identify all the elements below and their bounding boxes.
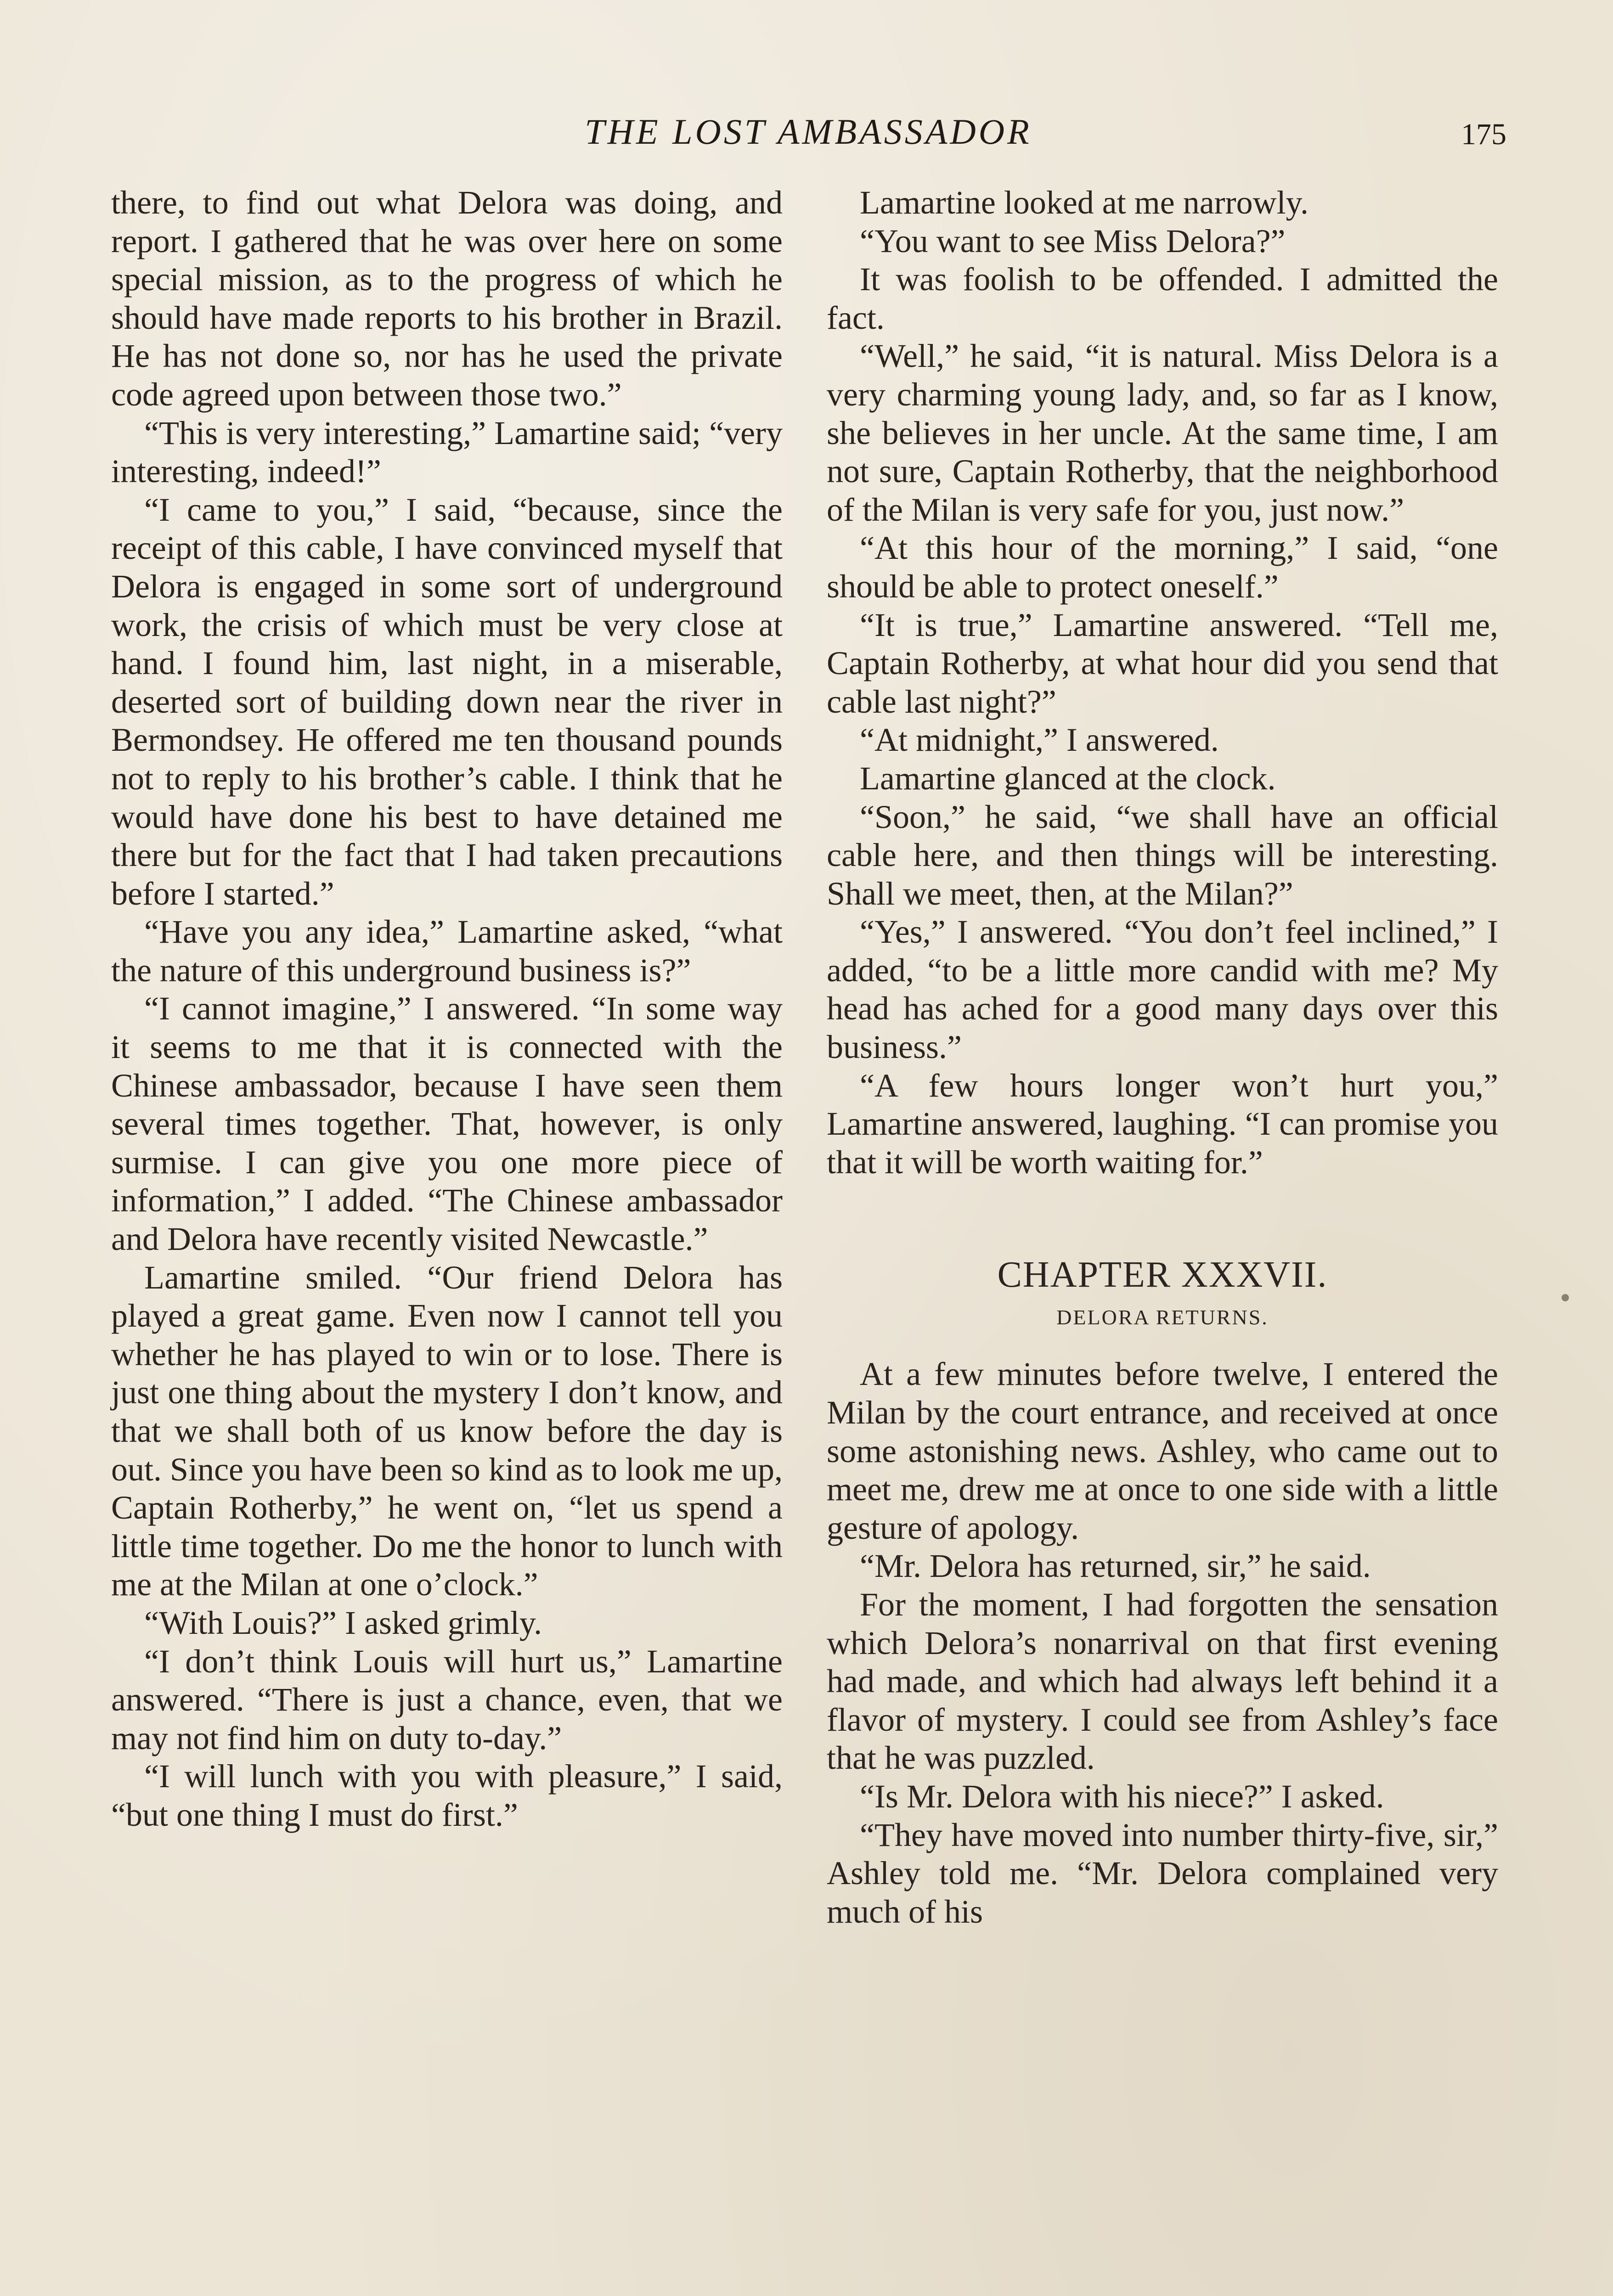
paragraph: Lamartine glanced at the clock.: [860, 760, 1276, 797]
paragraph: “With Louis?” I asked grimly.: [144, 1604, 542, 1641]
paragraph: “This is very interesting,” Lamartine said; “very interesting, indeed!”: [111, 414, 783, 490]
paragraph: there, to find out what Delora was doing, and report. I gathered that he was over here on some special mission, as to the progress of which he should have made reports to his brother in Brazil. He has not done so, nor has he used the private code agreed upon between those two.”: [111, 184, 783, 413]
paragraph: “Mr. Delora has returned, sir,” he said.: [860, 1548, 1371, 1585]
paragraph: “Well,” he said, “it is natural. Miss Delora is a very charming young lady, and, so far as I know, she believes in her uncle. At the same time, I am not sure, Captain Rotherby, that the neighborhood of the Milan is very safe for you, just now.”: [827, 338, 1498, 528]
paragraph: “At midnight,” I answered.: [860, 721, 1219, 759]
paragraph: At a few minutes before twelve, I entered the Milan by the court entrance, and received at once some astonishing news. Ashley, who came out to meet me, drew me at once to one side with a little gesture of apology.: [827, 1356, 1498, 1546]
right-column: [827, 184, 1498, 1931]
chapter-subtitle: DELORA RETURNS.: [1056, 1306, 1269, 1329]
running-title: THE LOST AMBASSADOR: [585, 112, 1032, 152]
paragraph: “It is true,” Lamartine answered. “Tell me, Captain Rotherby, at what hour did you send that cable last night?”: [827, 606, 1498, 720]
paragraph: “I will lunch with you with pleasure,” I said, “but one thing I must do first.”: [111, 1758, 783, 1833]
chapter-heading: CHAPTER XXXVII.: [997, 1255, 1328, 1295]
paragraph: “At this hour of the morning,” I said, “one should be able to protect oneself.”: [827, 529, 1498, 605]
paragraph: “I cannot imagine,” I answered. “In some way it seems to me that it is connected with the Chinese ambassador, because I have seen them several times together. That, however, is only surmise. I can give you one more piece of information,” I added. “The Chinese ambassador and Delora have recently visited Newcastle.”: [111, 990, 783, 1258]
page-number: 175: [1461, 118, 1506, 151]
paragraph: “Soon,” he said, “we shall have an official cable here, and then things will be interesting. Shall we meet, then, at the Milan?”: [827, 798, 1498, 912]
paragraph: It was foolish to be offended. I admitted the fact.: [827, 261, 1498, 336]
ink-dot: [1562, 1294, 1569, 1301]
paragraph: Lamartine looked at me narrowly.: [860, 184, 1308, 221]
paragraph: “I don’t think Louis will hurt us,” Lamartine answered. “There is just a chance, even, that we may not find him on duty to-day.”: [111, 1643, 783, 1756]
paragraph: “I came to you,” I said, “because, since the receipt of this cable, I have convinced myself that Delora is engaged in some sort of underground work, the crisis of which must be very close at hand. I found him, last night, in a miserable, deserted sort of building down near the river in Bermondsey. He offered me ten thousand pounds not to reply to his brother’s cable. I think that he would have done his best to have detained me there but for the fact that I had taken precautions before I started.”: [111, 491, 783, 912]
paragraph: “Yes,” I answered. “You don’t feel inclined,” I added, “to be a little more candid with me? My head has ached for a good many days over this business.”: [827, 913, 1498, 1066]
paragraph: “They have moved into number thirty-five, sir,” Ashley told me. “Mr. Delora complained very much of his: [827, 1816, 1498, 1930]
paragraph: For the moment, I had forgotten the sensation which Delora’s nonarrival on that first evening had made, and which had always left behind it a flavor of mystery. I could see from Ashley’s face that he was puzzled.: [827, 1586, 1498, 1777]
left-column: [111, 184, 783, 1835]
paragraph: “Is Mr. Delora with his niece?” I asked.: [860, 1778, 1384, 1815]
running-head: [110, 107, 1506, 162]
paragraph: “A few hours longer won’t hurt you,” Lamartine answered, laughing. “I can promise you that it will be worth waiting for.”: [827, 1067, 1498, 1181]
paragraph: “You want to see Miss Delora?”: [860, 222, 1286, 259]
paragraph: “Have you any idea,” Lamartine asked, “what the nature of this underground business is?”: [111, 913, 783, 989]
paragraph: Lamartine smiled. “Our friend Delora has played a great game. Even now I cannot tell you whether he has played to win or to lose. There is just one thing about the mystery I don’t know, and that we shall both of us know before the day is out. Since you have been so kind as to look me up, Captain Rotherby,” he went on, “let us spend a little time together. Do me the honor to lunch with me at the Milan at one o’clock.”: [111, 1259, 783, 1603]
